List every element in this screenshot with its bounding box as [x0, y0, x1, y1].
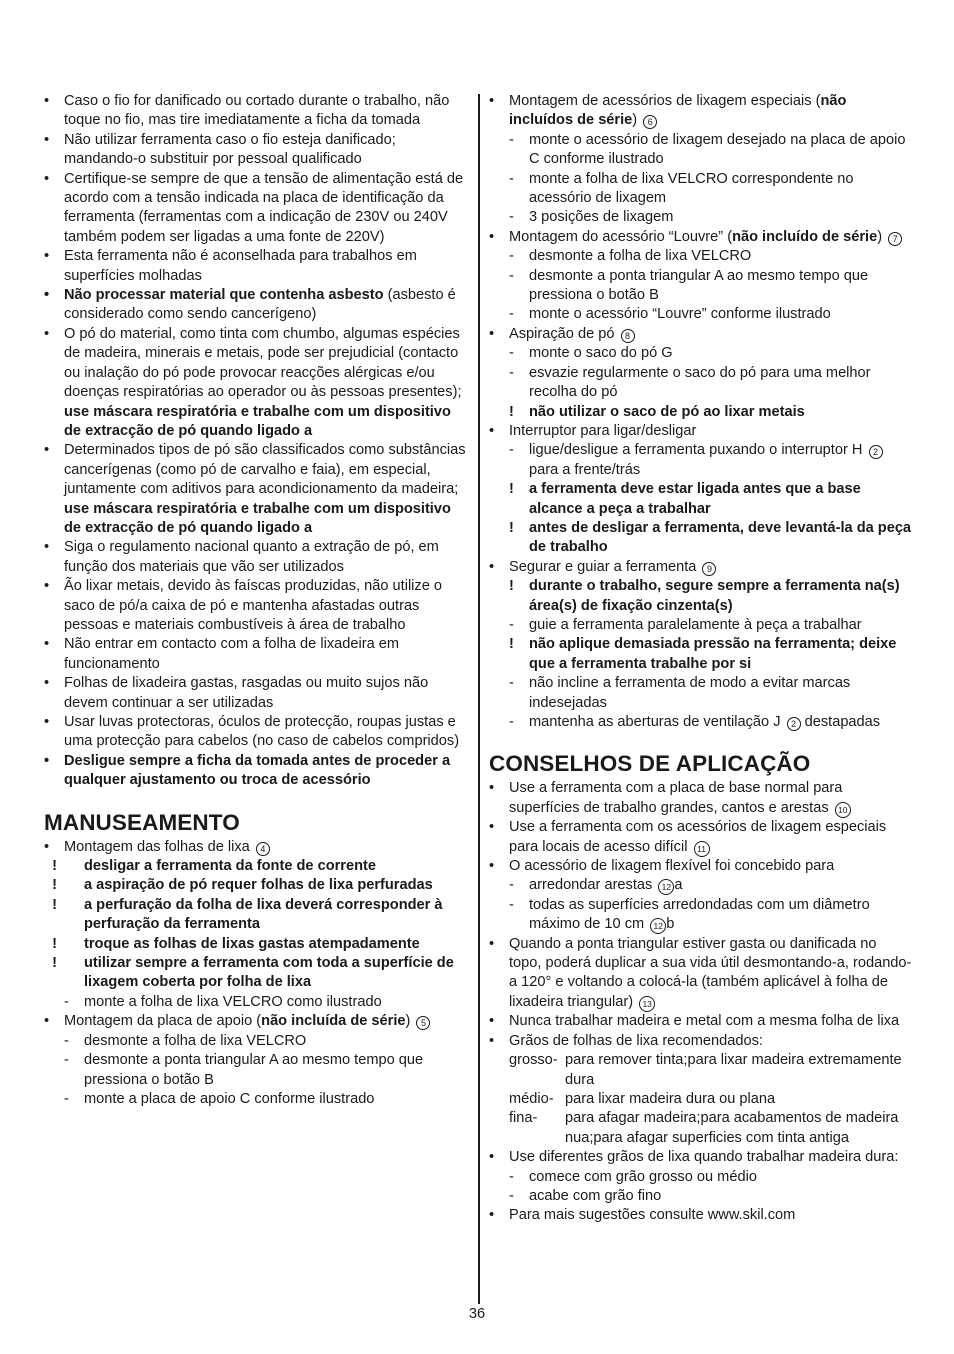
- warning-item: ! durante o trabalho, segure sempre a ferramenta na(s) área(s) de fixação cinzenta(s): [509, 578, 900, 614]
- dash-item: - monte o acessório “Louvre” conforme ilustrado: [509, 306, 831, 323]
- section-heading-manuseamento: MANUSEAMENTO: [44, 809, 240, 835]
- list-item: • Certifique-se sempre de que a tensão de alimentação está de acordo com a tensão indicada na placa de identificação da ferramenta (ferramentas com a indicação de 230V ou 240V também podem ser ligadas a uma fonte de 220V): [44, 170, 464, 245]
- dash-item: - não incline a ferramenta de modo a evitar marcas indesejadas: [509, 675, 851, 711]
- figure-ref: 13: [639, 996, 655, 1012]
- dash-item: - monte a folha de lixa VELCRO correspondente no acessório de lixagem: [509, 170, 854, 207]
- warning-item: ! a ferramenta deve estar ligada antes que a base alcance a peça a trabalhar: [509, 481, 861, 517]
- list-item: • Segurar e guiar a ferramenta 9: [489, 558, 913, 577]
- dash-item: - guie a ferramenta paralelamente à peça a trabalhar: [509, 616, 862, 633]
- section-heading-conselhos: CONSELHOS DE APLICAÇÃO: [489, 751, 811, 777]
- dash-item: - mantenha as aberturas de ventilação J 2 destapadas: [509, 714, 881, 730]
- warning-item: ! troque as folhas de lixas gastas atempadamente: [44, 935, 420, 952]
- dash-item: - comece com grão grosso ou médio: [509, 1168, 757, 1185]
- left-column: [44, 92, 468, 1109]
- dash-item: - esvazie regularmente o saco do pó para uma melhor recolha do pó: [509, 364, 871, 401]
- list-item: • Montagem do acessório “Louvre” (não incluído de série) 7: [489, 228, 913, 247]
- list-item: • Caso o fio for danificado ou cortado durante o trabalho, não toque no fio, mas tire imediatamente a ficha da tomada: [44, 93, 450, 129]
- figure-ref: 8: [621, 329, 635, 343]
- figure-ref: 9: [702, 562, 716, 576]
- figure-ref: 10: [835, 802, 851, 818]
- warning-item: ! antes de desligar a ferramenta, deve levantá-la da peça de trabalho: [509, 519, 912, 556]
- list-item: • Para mais sugestões consulte www.skil.com: [489, 1207, 796, 1224]
- list-item: • Não entrar em contacto com a folha de lixadeira em funcionamento: [44, 636, 400, 672]
- list-item: • Use a ferramenta com a placa de base normal para superfícies de trabalho grandes, cantos e arestas 10: [489, 779, 913, 818]
- figure-ref: 2: [869, 445, 883, 459]
- dash-item: - monte a folha de lixa VELCRO como ilustrado: [64, 993, 382, 1010]
- dash-item: - desmonte a folha de lixa VELCRO: [509, 248, 752, 265]
- list-item: • Montagem da placa de apoio (não incluída de série) 5: [44, 1012, 468, 1031]
- list-item: • Desligue sempre a ficha da tomada antes de proceder a qualquer ajustamento ou troca de acessório: [44, 752, 451, 789]
- grit-row: fina- para afagar madeira;para acabamentos de madeira nua;para afagar superficies com tinta antiga: [509, 1110, 899, 1146]
- warning-item: ! a aspiração de pó requer folhas de lixa perfuradas: [44, 877, 433, 894]
- figure-ref: 12: [650, 918, 666, 934]
- list-item: • Aspiração de pó 8: [489, 325, 913, 344]
- figure-ref: 12: [658, 879, 674, 895]
- list-item: • Ão lixar metais, devido às faíscas produzidas, não utilize o saco de pó/a caixa de pó e mantenha afastadas outras pessoas e materiais combustíveis à área de trabalho: [44, 578, 443, 633]
- list-item: • Quando a ponta triangular estiver gasta ou danificada no topo, poderá duplicar a sua vida útil desmontando-a, rodando-a 120° e voltando a colocá-la (também aplicável à folha de lixadeira triangular) 13: [489, 935, 912, 1010]
- list-item: • Grãos de folhas de lixa recomendados:: [489, 1032, 763, 1049]
- list-item: • Determinados tipos de pó são classificados como substâncias cancerígenas (como pó de carvalho e faia), em especial, juntamente com aditivos para acondicionamento da madeira; use máscara respiratória e trabalhe com um dispositivo de extracção de pó quando ligado a: [44, 442, 466, 536]
- list-item: • Siga o regulamento nacional quanto a extração de pó, em função dos materiais que vão ser utilizados: [44, 539, 439, 575]
- grit-row: grosso- para remover tinta;para lixar madeira extremamente dura: [509, 1052, 902, 1088]
- page-number: 36: [468, 1306, 486, 1322]
- dash-item: - monte o saco do pó G: [509, 345, 673, 362]
- list-item: • Use diferentes grãos de lixa quando trabalhar madeira dura:: [489, 1149, 899, 1166]
- list-item: • Não processar material que contenha asbesto (asbesto é considerado como sendo cancerígeno): [44, 287, 456, 323]
- grit-row: médio- para lixar madeira dura ou plana: [509, 1090, 776, 1107]
- warning-item: ! a perfuração da folha de lixa deverá corresponder à perfuração da ferramenta: [44, 896, 443, 933]
- dash-item: - 3 posições de lixagem: [509, 209, 674, 226]
- dash-item: - ligue/desligue a ferramenta puxando o interruptor H 2 para a frente/trás: [489, 441, 913, 480]
- figure-ref: 5: [416, 1016, 430, 1030]
- list-item: • Interruptor para ligar/desligar: [489, 422, 697, 439]
- dash-item: - desmonte a ponta triangular A ao mesmo tempo que pressiona o botão B: [509, 267, 869, 304]
- list-item: • Montagem das folhas de lixa 4: [44, 838, 468, 857]
- list-item: • Montagem de acessórios de lixagem especiais (não incluídos de série) 6: [489, 93, 847, 129]
- list-item: • O acessório de lixagem flexível foi concebido para: [489, 858, 835, 875]
- dash-item: - desmonte a folha de lixa VELCRO: [64, 1032, 307, 1049]
- list-item: • O pó do material, como tinta com chumbo, algumas espécies de madeira, minerais e metais, pode ser prejudicial (contacto ou inalação do pó pode provocar reacções alérgicas e/ou doenças respiratórias ao operador ou às pessoas presentes); use máscara respiratória e trabalhe com um dispositivo de extracção de pó quando ligado a: [44, 325, 462, 439]
- list-item: • Usar luvas protectoras, óculos de protecção, roupas justas e uma protecção para cabelos (no caso de cabelos compridos): [44, 714, 460, 750]
- dash-item: - acabe com grão fino: [509, 1187, 662, 1204]
- list-item: • Use a ferramenta com os acessórios de lixagem especiais para locais de acesso difícil 11: [489, 819, 887, 855]
- dash-item: - monte o acessório de lixagem desejado na placa de apoio C conforme ilustrado: [509, 131, 906, 168]
- list-item: • Folhas de lixadeira gastas, rasgadas ou muito sujos não devem continuar a ser utilizadas: [44, 675, 429, 711]
- warning-item: ! não aplique demasiada pressão na ferramenta; deixe que a ferramenta trabalhe por si: [509, 636, 897, 672]
- figure-ref: 2: [787, 717, 801, 731]
- figure-ref: 11: [694, 841, 710, 857]
- list-item: • Nunca trabalhar madeira e metal com a mesma folha de lixa: [489, 1013, 900, 1030]
- dash-item: - arredondar arestas 12 a: [509, 877, 683, 894]
- figure-ref: 7: [888, 232, 902, 246]
- warning-item: ! utilizar sempre a ferramenta com toda a superfície de lixagem coberta por folha de lixa: [44, 955, 454, 991]
- figure-ref: 4: [256, 842, 270, 856]
- warning-item: ! não utilizar o saco de pó ao lixar metais: [509, 403, 805, 420]
- dash-item: - todas as superfícies arredondadas com um diâmetro máximo de 10 cm 12 b: [509, 896, 870, 933]
- figure-ref: 6: [643, 115, 657, 129]
- list-item: • Não utilizar ferramenta caso o fio esteja danificado; mandando-o substituir por pessoal qualificado: [44, 131, 396, 168]
- right-column: [489, 92, 913, 1226]
- list-item: • Esta ferramenta não é aconselhada para trabalhos em superfícies molhadas: [44, 248, 417, 284]
- dash-item: - desmonte a ponta triangular A ao mesmo tempo que pressiona o botão B: [64, 1052, 424, 1088]
- dash-item: - monte a placa de apoio C conforme ilustrado: [64, 1090, 375, 1107]
- column-divider: [478, 94, 480, 1304]
- warning-item: ! desligar a ferramenta da fonte de corrente: [44, 858, 376, 875]
